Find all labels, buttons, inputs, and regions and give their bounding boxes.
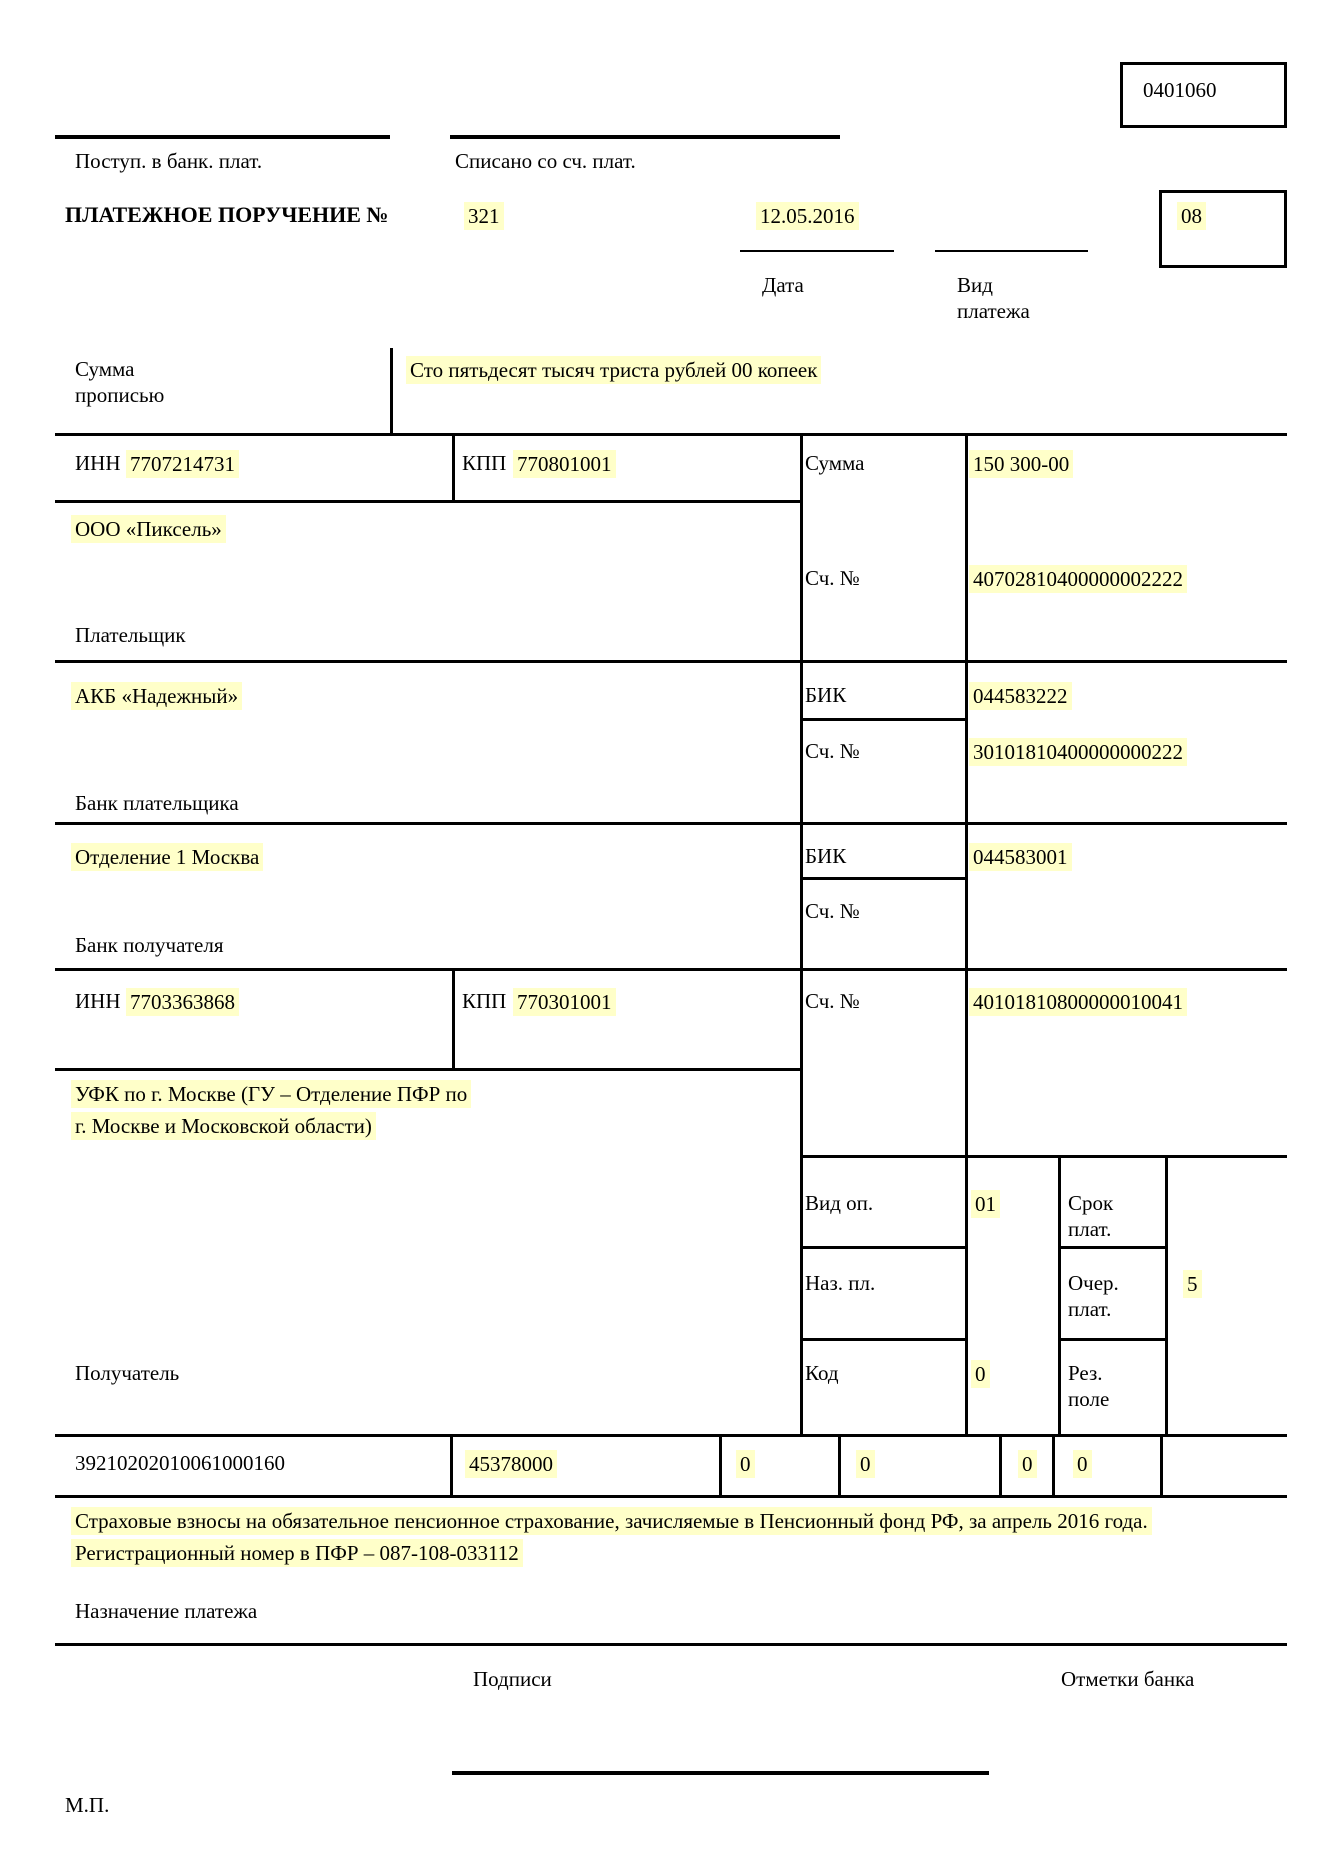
mini-table-top-border [800, 1155, 1287, 1158]
table-top-border [55, 433, 1287, 436]
payer-label: Плательщик [75, 623, 186, 647]
purpose-code-row-border-left [800, 1338, 968, 1341]
signatures-label: Подписи [473, 1667, 552, 1691]
payer-kpp-label: КПП [462, 451, 507, 475]
payee-inn-label: ИНН [75, 989, 121, 1013]
payer-bank-label: Банк плательщика [75, 791, 239, 815]
payer-kpp-field[interactable]: 770801001 [513, 450, 616, 478]
purpose-line2-field[interactable]: Регистрационный номер в ПФР – 087-108-033112 [71, 1539, 523, 1567]
sum-field[interactable]: 150 300-00 [969, 450, 1073, 478]
payer-inn-field[interactable]: 7707214731 [126, 450, 239, 478]
payee-account-field[interactable]: 40101810800000010041 [969, 988, 1187, 1016]
payee-kpp-field[interactable]: 770301001 [513, 988, 616, 1016]
purpose-code-row-border-right [1058, 1338, 1168, 1341]
codes-divider-3 [838, 1434, 841, 1495]
date-label: Дата [762, 273, 804, 297]
form-number: 0401060 [1143, 78, 1217, 102]
payee-bank-bik-field[interactable]: 044583001 [969, 843, 1072, 871]
payer-inn-kpp-divider [452, 433, 455, 503]
op-type-row-border-left [800, 1246, 968, 1249]
sum-label: Сумма [805, 451, 865, 475]
payee-name-line1-field[interactable]: УФК по г. Москве (ГУ – Отделение ПФР по [71, 1080, 471, 1108]
document-number-code-field[interactable]: 0 [1018, 1450, 1037, 1478]
document-title: ПЛАТЕЖНОЕ ПОРУЧЕНИЕ № [65, 202, 389, 227]
status-code-field[interactable]: 08 [1177, 202, 1206, 230]
codes-divider-5 [1052, 1434, 1055, 1495]
payment-basis-field[interactable]: 0 [736, 1450, 755, 1478]
payee-bank-block-border [55, 968, 1287, 971]
payee-bank-label: Банк получателя [75, 933, 224, 957]
payer-bank-bik-label: БИК [805, 683, 847, 707]
payer-bank-account-label: Сч. № [805, 739, 860, 763]
form-number-box [1120, 62, 1287, 128]
amount-in-words-label: Сумма прописью [75, 357, 165, 407]
op-type-row-border-right [1058, 1246, 1168, 1249]
stamp-label: М.П. [65, 1793, 110, 1817]
payer-account-field[interactable]: 40702810400000002222 [969, 565, 1187, 593]
payee-bank-label-divider [800, 877, 968, 880]
payer-bank-block-border [55, 822, 1287, 825]
codes-row-bottom-border [55, 1495, 1287, 1498]
priority-field[interactable]: 5 [1183, 1270, 1202, 1298]
payee-bank-bik-label: БИК [805, 844, 847, 868]
payment-type-label: Вид платежа [957, 273, 1030, 323]
payee-inn-field[interactable]: 7703363868 [126, 988, 239, 1016]
payer-bank-account-field[interactable]: 30101810400000000222 [969, 738, 1187, 766]
purpose-bottom-border [55, 1643, 1287, 1646]
document-date-field[interactable]: 12.05.2016 [756, 202, 859, 230]
status-code-box [1159, 190, 1287, 268]
mini-table-divider-2 [1165, 1155, 1168, 1437]
amount-in-words-divider [390, 348, 393, 433]
payer-bank-label-divider [800, 718, 968, 721]
pay-term-label: Срок плат. [1068, 1191, 1114, 1241]
payee-bank-account-label: Сч. № [805, 899, 860, 923]
priority-label: Очер. плат. [1068, 1271, 1119, 1321]
reserve-label: Рез. поле [1068, 1361, 1110, 1411]
op-type-field[interactable]: 01 [971, 1190, 1000, 1218]
tax-period-field[interactable]: 0 [856, 1450, 875, 1478]
payer-name-field[interactable]: ООО «Пиксель» [71, 515, 226, 543]
bank-marks-label: Отметки банка [1061, 1667, 1195, 1691]
codes-divider-1 [450, 1434, 453, 1495]
payee-name-line2-field[interactable]: г. Москве и Московской области) [71, 1112, 376, 1140]
received-label: Поступ. в банк. плат. [75, 149, 263, 173]
codes-divider-4 [999, 1434, 1002, 1495]
payer-block-border [55, 660, 1287, 663]
code-field[interactable]: 0 [971, 1360, 990, 1388]
payee-bank-name-field[interactable]: Отделение 1 Москва [71, 843, 263, 871]
payment-type-underline [935, 250, 1088, 252]
debited-label: Списано со сч. плат. [455, 149, 636, 173]
payer-bank-bik-field[interactable]: 044583222 [969, 682, 1072, 710]
signature-line [452, 1771, 989, 1775]
payee-account-label: Сч. № [805, 989, 860, 1013]
payer-inn-row-border [55, 500, 803, 503]
debited-rule-line [450, 135, 840, 139]
payee-inn-kpp-divider [452, 968, 455, 1071]
op-type-label: Вид оп. [805, 1191, 874, 1215]
kbk-field[interactable]: 39210202010061000160 [75, 1451, 285, 1475]
purpose-label: Назначение платежа [75, 1599, 258, 1623]
payee-inn-row-border [55, 1068, 803, 1071]
received-rule-line [55, 135, 390, 139]
oktmo-field[interactable]: 45378000 [465, 1450, 557, 1478]
payee-kpp-label: КПП [462, 989, 507, 1013]
purpose-line1-field[interactable]: Страховые взносы на обязательное пенсионное страхование, зачисляемые в Пенсионный фонд РФ, за апрель 2016 года. [71, 1507, 1152, 1535]
codes-divider-2 [719, 1434, 722, 1495]
date-underline [740, 250, 894, 252]
label-column-divider [800, 433, 803, 1437]
mini-table-divider-1 [1058, 1155, 1061, 1437]
codes-divider-6 [1160, 1434, 1163, 1495]
payee-label: Получатель [75, 1361, 180, 1385]
codes-row-top-border [55, 1434, 1287, 1437]
payer-inn-label: ИНН [75, 451, 121, 475]
payer-bank-name-field[interactable]: АКБ «Надежный» [71, 682, 242, 710]
purpose-code-label: Наз. пл. [805, 1271, 876, 1295]
value-column-divider [965, 433, 968, 1437]
amount-in-words-field[interactable]: Сто пятьдесят тысяч триста рублей 00 копеек [406, 356, 821, 384]
payer-account-label: Сч. № [805, 566, 860, 590]
code-label: Код [805, 1361, 839, 1385]
document-number-field[interactable]: 321 [464, 202, 504, 230]
document-date-code-field[interactable]: 0 [1073, 1450, 1092, 1478]
